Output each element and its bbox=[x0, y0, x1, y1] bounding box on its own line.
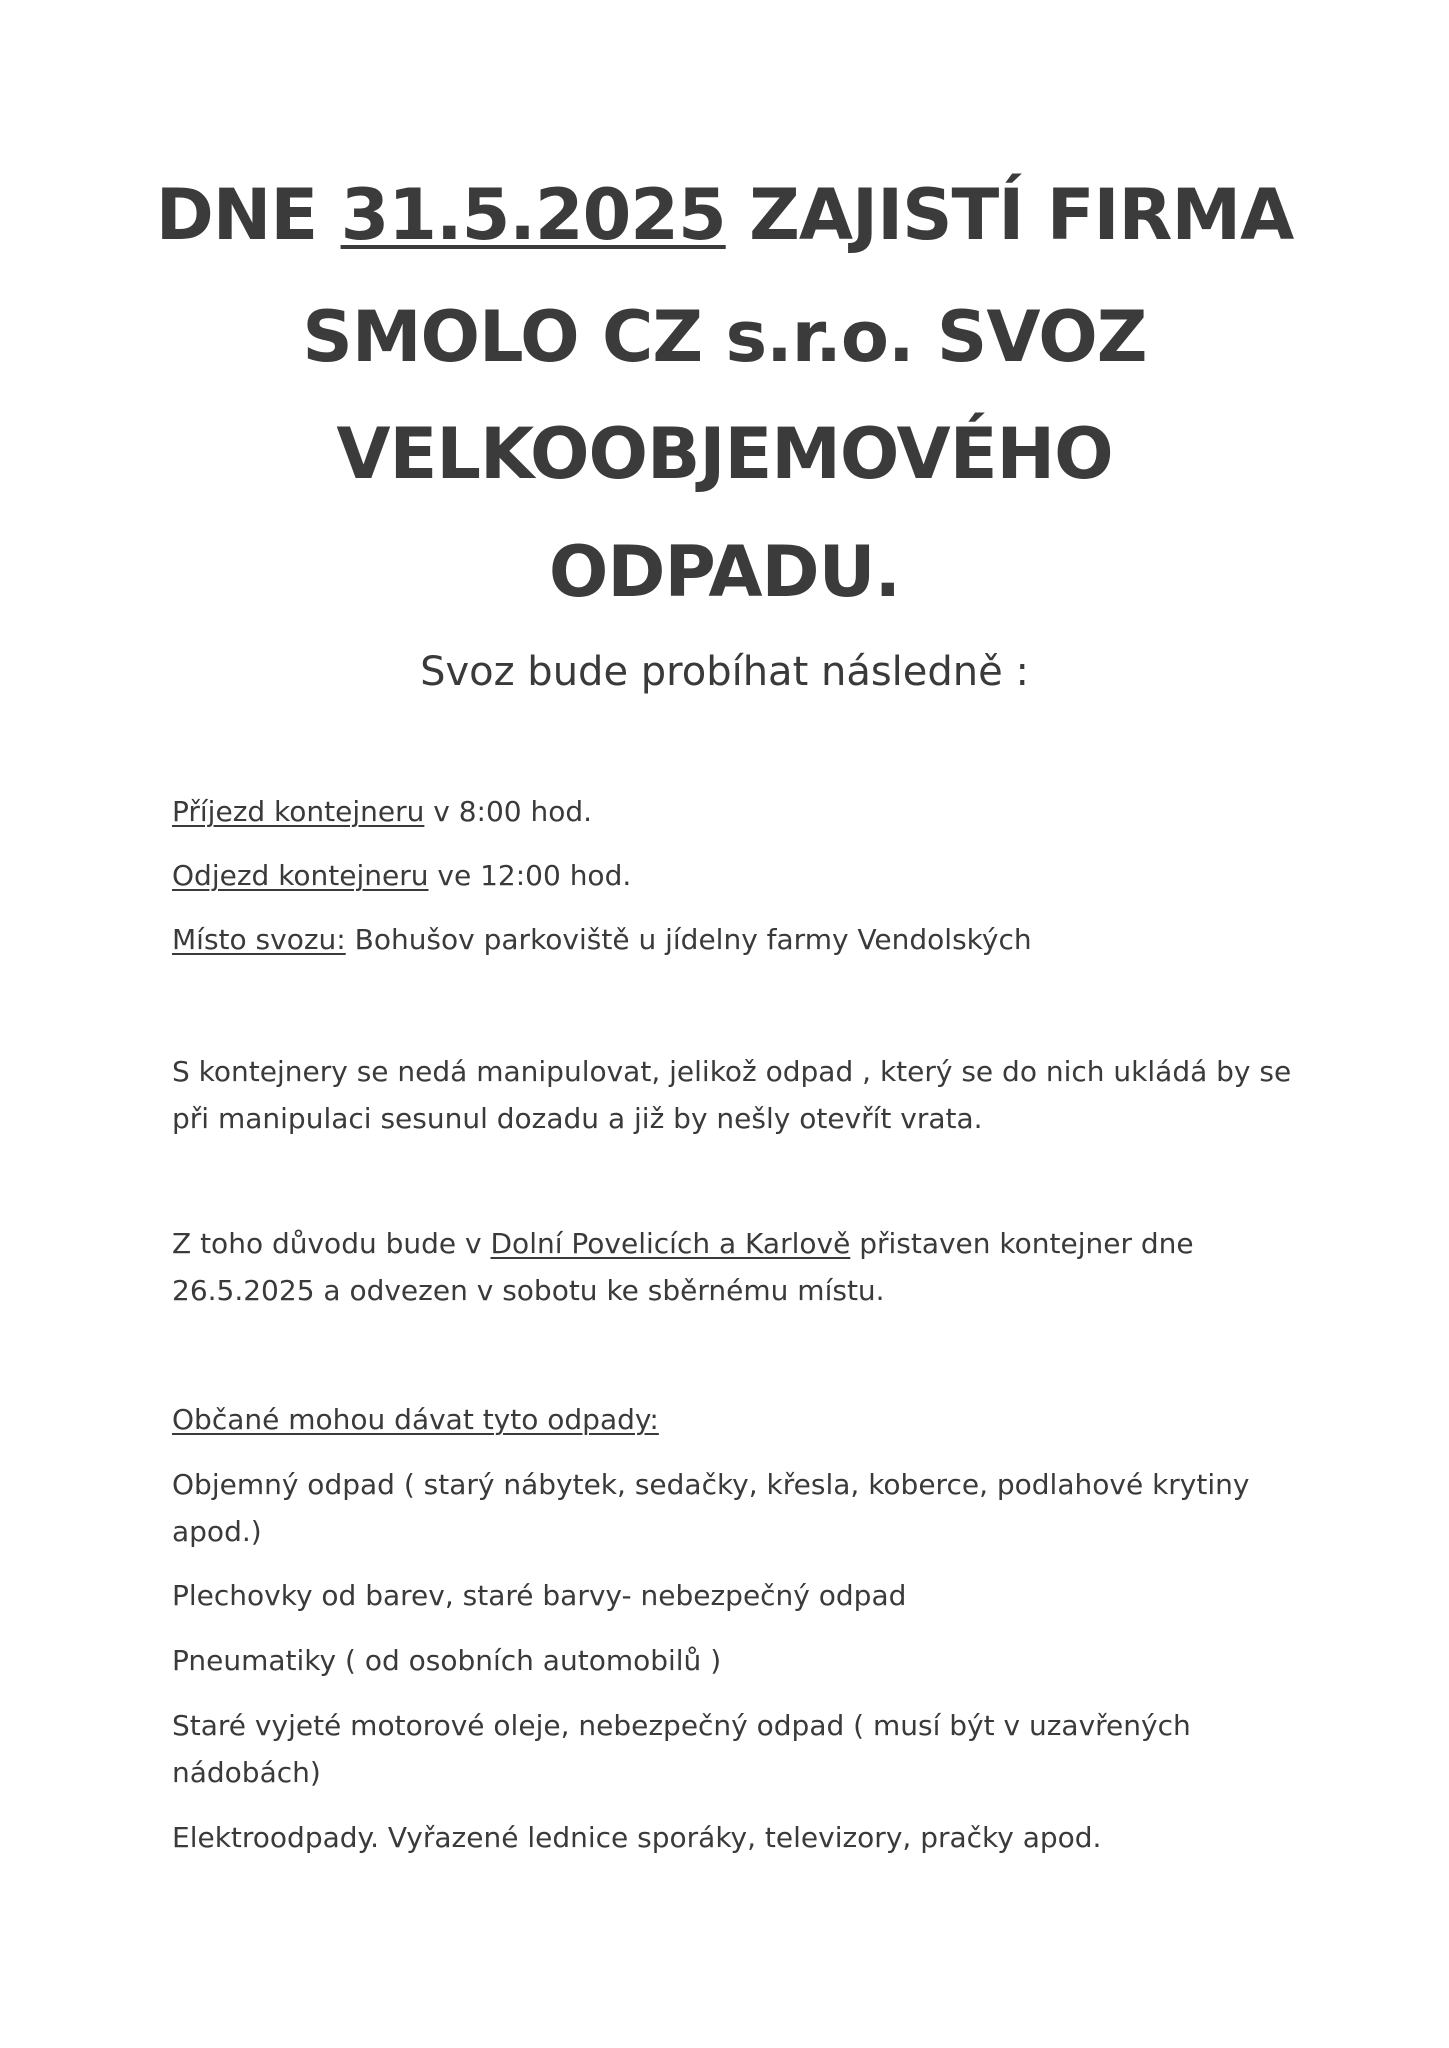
headline-prefix: DNE bbox=[155, 174, 341, 256]
place-line bbox=[172, 923, 1032, 956]
subtitle: Svoz bude probíhat následně : bbox=[420, 649, 1029, 695]
waste-item-4-line-2: nádobách) bbox=[172, 1756, 321, 1789]
waste-heading-text: Občané mohou dávat tyto odpady: bbox=[172, 1403, 659, 1436]
place-label: Místo svozu: bbox=[172, 923, 346, 956]
headline-line-1 bbox=[0, 174, 1449, 256]
waste-heading bbox=[172, 1403, 659, 1436]
extra-place: Dolní Povelicích a Karlově bbox=[490, 1227, 851, 1260]
waste-item-1-line-1: Objemný odpad ( starý nábytek, sedačky, křesla, koberce, podlahové krytiny bbox=[172, 1468, 1250, 1501]
arrival-label: Příjezd kontejneru bbox=[172, 795, 425, 828]
departure-line bbox=[172, 859, 632, 892]
place-value: Bohušov parkoviště u jídelny farmy Vendolských bbox=[345, 923, 1032, 956]
notice-line-1: S kontejnery se nedá manipulovat, jelikož odpad , který se do nich ukládá by se bbox=[172, 1055, 1292, 1088]
extra-prefix: Z toho důvodu bude v bbox=[172, 1227, 491, 1260]
waste-item-4-line-1: Staré vyjeté motorové oleje, nebezpečný odpad ( musí být v uzavřených bbox=[172, 1709, 1191, 1742]
extra-line-1 bbox=[172, 1227, 1194, 1260]
waste-item-2: Plechovky od barev, staré barvy- nebezpečný odpad bbox=[172, 1579, 907, 1612]
arrival-value: v 8:00 hod. bbox=[424, 795, 593, 828]
waste-item-5: Elektroodpady. Vyřazené lednice sporáky, televizory, pračky apod. bbox=[172, 1821, 1102, 1854]
headline-line-3: VELKOOBJEMOVÉHO bbox=[336, 413, 1113, 495]
headline-suffix: ZAJISTÍ FIRMA bbox=[725, 174, 1294, 256]
extra-suffix: přistaven kontejner dne bbox=[850, 1227, 1194, 1260]
headline-line-2: SMOLO CZ s.r.o. SVOZ bbox=[302, 296, 1147, 378]
extra-line-2: 26.5.2025 a odvezen v sobotu ke sběrnému místu. bbox=[172, 1274, 885, 1307]
headline-date: 31.5.2025 bbox=[340, 174, 726, 256]
waste-item-1-line-2: apod.) bbox=[172, 1515, 262, 1548]
departure-label: Odjezd kontejneru bbox=[172, 859, 429, 892]
waste-item-3: Pneumatiky ( od osobních automobilů ) bbox=[172, 1644, 722, 1677]
departure-value: ve 12:00 hod. bbox=[428, 859, 632, 892]
arrival-line bbox=[172, 795, 593, 828]
headline-line-4: ODPADU. bbox=[548, 531, 901, 613]
notice-line-2: při manipulaci sesunul dozadu a již by nešly otevřít vrata. bbox=[172, 1102, 983, 1135]
